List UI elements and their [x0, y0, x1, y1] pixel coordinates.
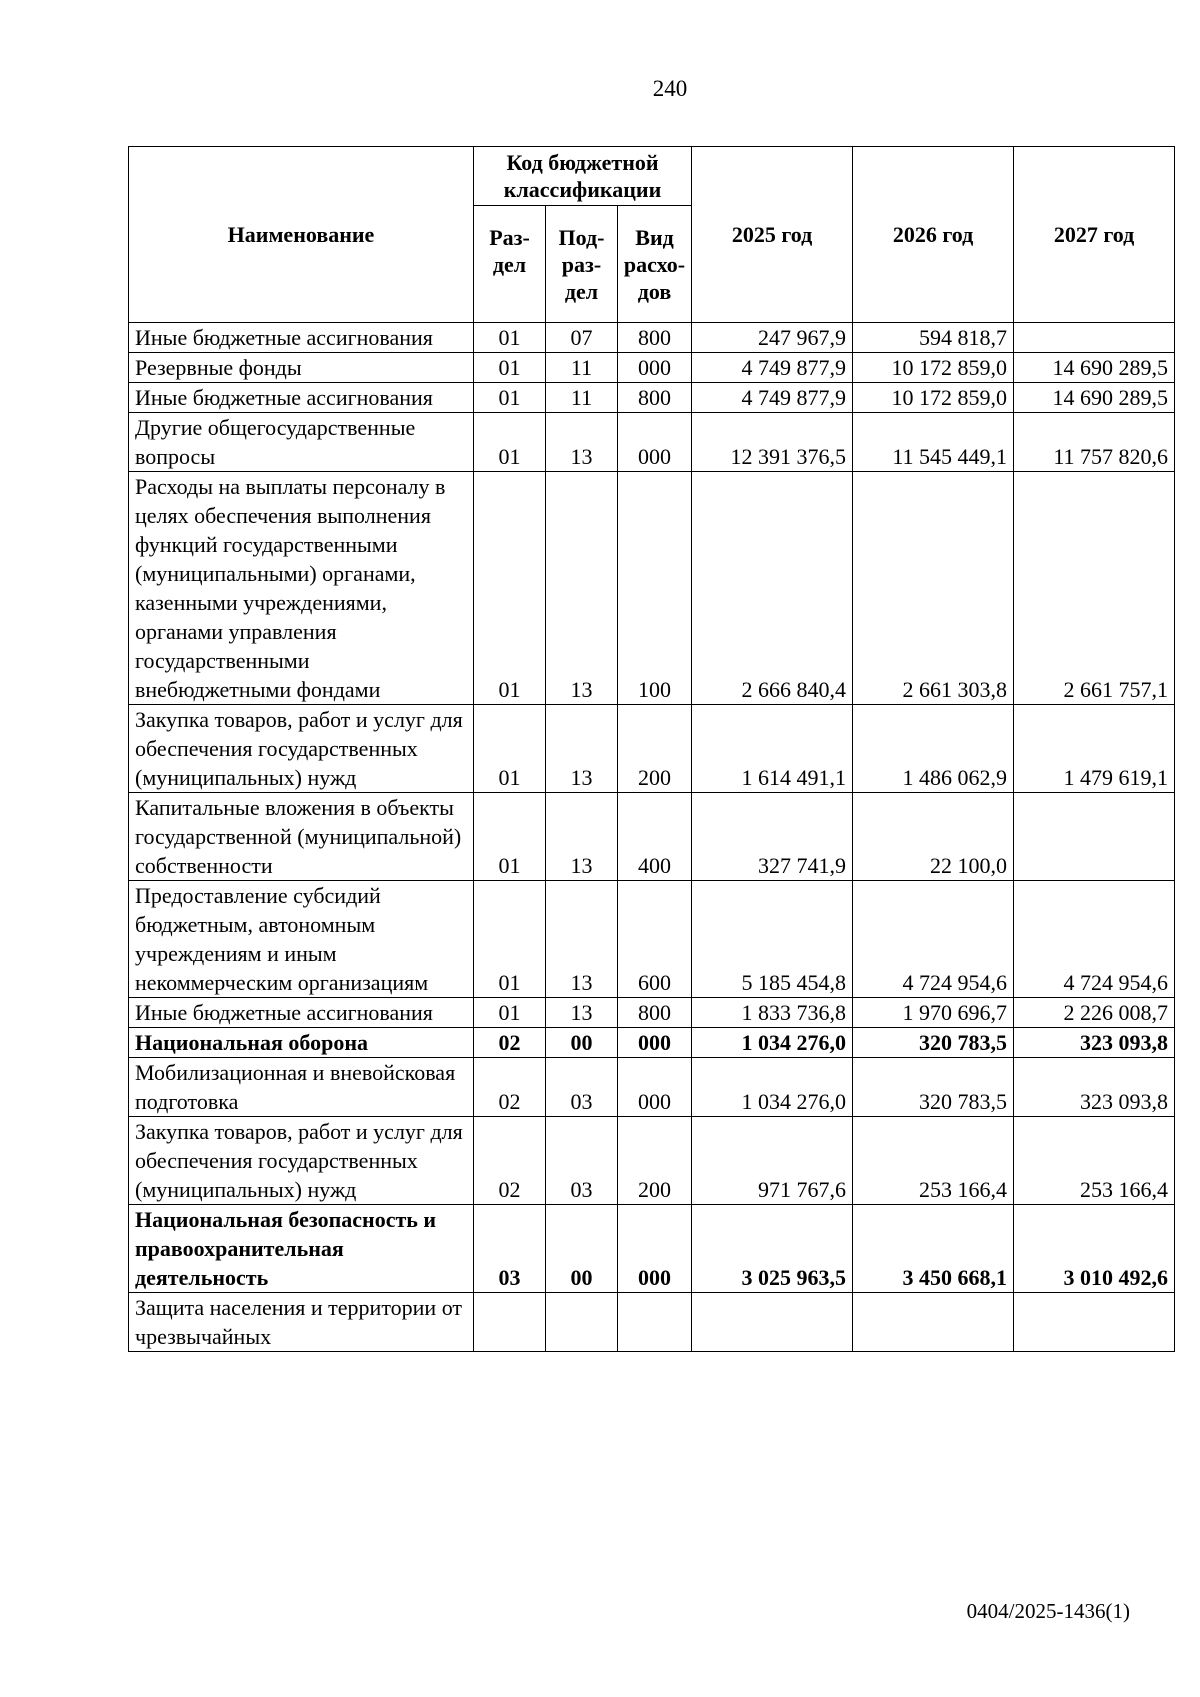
header-code-group: Код бюджетной классификации: [474, 147, 692, 206]
table-row: [129, 413, 1175, 472]
row-value-2027: 3 010 492,6: [1014, 1205, 1175, 1293]
table-row: [129, 1117, 1175, 1205]
row-vid: 000: [618, 1028, 692, 1058]
table-row: [129, 353, 1175, 383]
header-section: Раз-дел: [474, 206, 546, 323]
row-value-2025: 1 034 276,0: [692, 1028, 853, 1058]
row-razdel: 01: [474, 793, 546, 881]
row-value-2027: 2 226 008,7: [1014, 998, 1175, 1028]
row-razdel: 02: [474, 1117, 546, 1205]
row-razdel: 01: [474, 705, 546, 793]
row-value-2026: 320 783,5: [853, 1058, 1014, 1117]
row-razdel: 01: [474, 881, 546, 998]
row-value-2027: 253 166,4: [1014, 1117, 1175, 1205]
row-value-2026: 10 172 859,0: [853, 383, 1014, 413]
row-value-2027: 14 690 289,5: [1014, 383, 1175, 413]
row-value-2025: [692, 1293, 853, 1352]
budget-table: [128, 146, 1175, 1352]
document-code: 0404/2025-1436(1): [966, 1599, 1130, 1623]
header-subsection: Под-раз-дел: [546, 206, 618, 323]
row-vid: 000: [618, 413, 692, 472]
row-vid: 000: [618, 1058, 692, 1117]
row-name: Защита населения и территории от чрезвычайных: [129, 1293, 474, 1352]
row-podrazdel: 03: [546, 1058, 618, 1117]
table-row: [129, 1205, 1175, 1293]
row-value-2025: 327 741,9: [692, 793, 853, 881]
row-podrazdel: 07: [546, 323, 618, 353]
row-value-2027: 323 093,8: [1014, 1058, 1175, 1117]
row-razdel: 01: [474, 472, 546, 705]
row-vid: 800: [618, 998, 692, 1028]
row-razdel: 01: [474, 323, 546, 353]
row-podrazdel: 13: [546, 705, 618, 793]
row-value-2025: 247 967,9: [692, 323, 853, 353]
row-podrazdel: 00: [546, 1028, 618, 1058]
row-razdel: 01: [474, 383, 546, 413]
row-name: Резервные фонды: [129, 353, 474, 383]
table-row: [129, 998, 1175, 1028]
row-name: Мобилизационная и вневойсковая подготовка: [129, 1058, 474, 1117]
row-value-2026: 22 100,0: [853, 793, 1014, 881]
row-name: Закупка товаров, работ и услуг для обеспечения государственных (муниципальных) нужд: [129, 1117, 474, 1205]
row-name: Национальная безопасность и правоохранительная деятельность: [129, 1205, 474, 1293]
row-name: Другие общегосударственные вопросы: [129, 413, 474, 472]
row-value-2026: 594 818,7: [853, 323, 1014, 353]
row-vid: 200: [618, 705, 692, 793]
header-expense-type: Вид расхо-дов: [618, 206, 692, 323]
row-value-2025: 2 666 840,4: [692, 472, 853, 705]
row-vid: 400: [618, 793, 692, 881]
header-name: Наименование: [129, 147, 474, 323]
row-name: Предоставление субсидий бюджетным, автономным учреждениям и иным некоммерческим организациям: [129, 881, 474, 998]
page-number: 240: [652, 76, 688, 101]
table-row: [129, 705, 1175, 793]
table-row: [129, 1058, 1175, 1117]
row-value-2027: [1014, 793, 1175, 881]
row-value-2025: 1 833 736,8: [692, 998, 853, 1028]
row-value-2027: 14 690 289,5: [1014, 353, 1175, 383]
table-row: [129, 323, 1175, 353]
table-body: [129, 323, 1175, 1352]
row-value-2026: 11 545 449,1: [853, 413, 1014, 472]
row-value-2025: 1 614 491,1: [692, 705, 853, 793]
row-name: Расходы на выплаты персоналу в целях обеспечения выполнения функций государственными (муниципальными) органами, казенными учреждениями, органами управления государственными внебюджетными фондами: [129, 472, 474, 705]
header-2026: 2026 год: [853, 147, 1014, 323]
row-value-2027: 323 093,8: [1014, 1028, 1175, 1058]
row-value-2025: 3 025 963,5: [692, 1205, 853, 1293]
row-razdel: 02: [474, 1028, 546, 1058]
row-podrazdel: 13: [546, 793, 618, 881]
row-value-2027: [1014, 1293, 1175, 1352]
row-value-2027: [1014, 323, 1175, 353]
row-value-2027: 4 724 954,6: [1014, 881, 1175, 998]
row-value-2026: 1 486 062,9: [853, 705, 1014, 793]
row-name: Закупка товаров, работ и услуг для обеспечения государственных (муниципальных) нужд: [129, 705, 474, 793]
row-value-2025: 4 749 877,9: [692, 353, 853, 383]
row-value-2026: 253 166,4: [853, 1117, 1014, 1205]
row-podrazdel: 13: [546, 413, 618, 472]
row-value-2026: [853, 1293, 1014, 1352]
row-vid: 000: [618, 353, 692, 383]
row-razdel: 01: [474, 998, 546, 1028]
row-razdel: 01: [474, 353, 546, 383]
row-vid: 000: [618, 1205, 692, 1293]
table-row: [129, 383, 1175, 413]
row-value-2025: 1 034 276,0: [692, 1058, 853, 1117]
row-name: Иные бюджетные ассигнования: [129, 323, 474, 353]
row-value-2027: 11 757 820,6: [1014, 413, 1175, 472]
table-row: [129, 1028, 1175, 1058]
header-2025: 2025 год: [692, 147, 853, 323]
row-name: Национальная оборона: [129, 1028, 474, 1058]
row-razdel: 03: [474, 1205, 546, 1293]
row-razdel: 02: [474, 1058, 546, 1117]
row-value-2026: 4 724 954,6: [853, 881, 1014, 998]
row-vid: 100: [618, 472, 692, 705]
row-vid: 600: [618, 881, 692, 998]
row-name: Иные бюджетные ассигнования: [129, 383, 474, 413]
row-podrazdel: 13: [546, 881, 618, 998]
row-value-2025: 12 391 376,5: [692, 413, 853, 472]
row-podrazdel: 03: [546, 1117, 618, 1205]
row-value-2026: 3 450 668,1: [853, 1205, 1014, 1293]
table-row: [129, 881, 1175, 998]
table-row: [129, 1293, 1175, 1352]
row-value-2026: 2 661 303,8: [853, 472, 1014, 705]
row-vid: 800: [618, 383, 692, 413]
row-value-2025: 4 749 877,9: [692, 383, 853, 413]
row-value-2027: 1 479 619,1: [1014, 705, 1175, 793]
row-name: Иные бюджетные ассигнования: [129, 998, 474, 1028]
table-header: [129, 147, 1175, 323]
row-name: Капитальные вложения в объекты государственной (муниципальной) собственности: [129, 793, 474, 881]
row-value-2026: 320 783,5: [853, 1028, 1014, 1058]
row-podrazdel: [546, 1293, 618, 1352]
row-podrazdel: 13: [546, 472, 618, 705]
row-value-2025: 971 767,6: [692, 1117, 853, 1205]
row-value-2026: 1 970 696,7: [853, 998, 1014, 1028]
row-value-2026: 10 172 859,0: [853, 353, 1014, 383]
row-value-2025: 5 185 454,8: [692, 881, 853, 998]
row-vid: 200: [618, 1117, 692, 1205]
row-razdel: 01: [474, 413, 546, 472]
table-row: [129, 472, 1175, 705]
table-row: [129, 793, 1175, 881]
row-vid: 800: [618, 323, 692, 353]
row-podrazdel: 13: [546, 998, 618, 1028]
header-2027: 2027 год: [1014, 147, 1175, 323]
row-podrazdel: 11: [546, 353, 618, 383]
row-value-2027: 2 661 757,1: [1014, 472, 1175, 705]
row-razdel: [474, 1293, 546, 1352]
row-podrazdel: 00: [546, 1205, 618, 1293]
row-podrazdel: 11: [546, 383, 618, 413]
row-vid: [618, 1293, 692, 1352]
